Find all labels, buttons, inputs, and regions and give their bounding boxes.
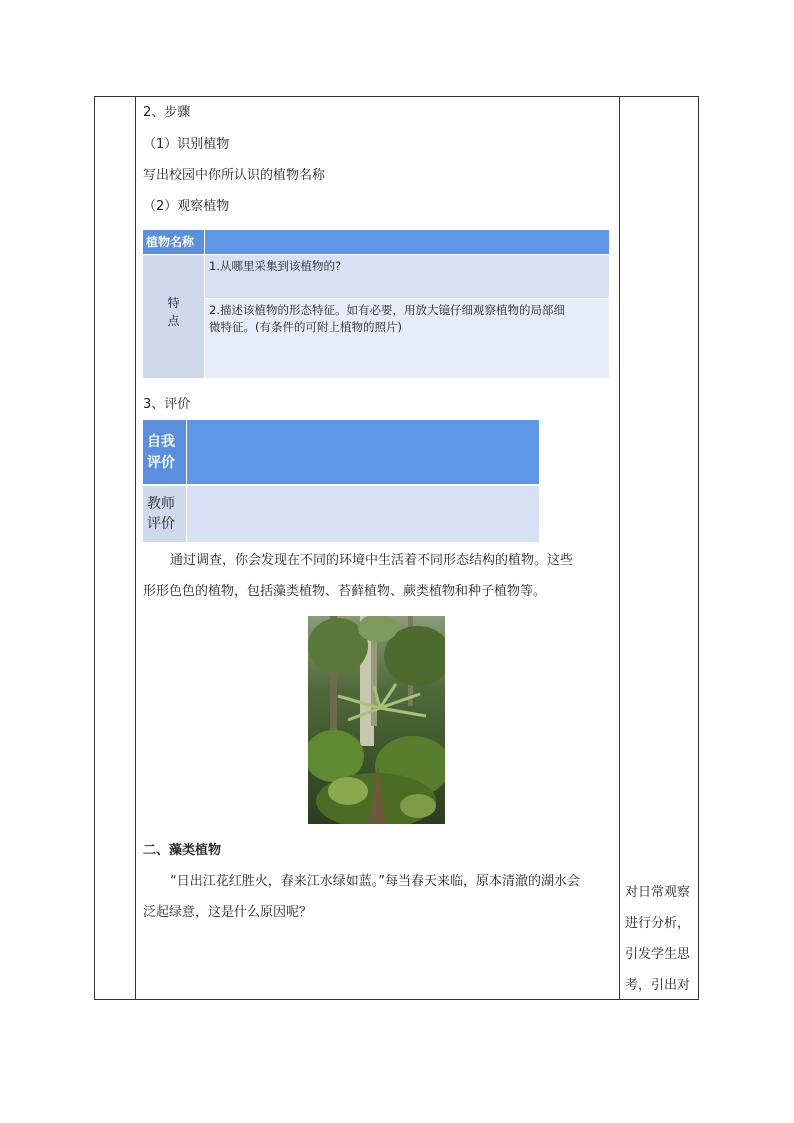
self-eval-label-line2: 评价 [147,455,175,471]
plant-name-input-cell[interactable] [205,230,609,254]
features-label-cell [143,255,204,378]
step2-heading: （2）观察植物 [143,199,230,214]
teacher-eval-label-line1: 教师 [147,496,175,512]
plant-name-header: 植物名称 [143,230,204,254]
self-eval-input-cell[interactable] [187,420,539,484]
self-eval-label-cell [143,420,186,484]
question-morphology-line1: 2.描述该植物的形态特征。如有必要，用放大镜仔细观察植物的局部细 [209,303,565,317]
question-morphology-line2: 微特征。(有条件的可附上植物的照片) [209,320,402,334]
teacher-eval-label-line2: 评价 [147,516,175,532]
design-intent-note-line2: 进行分析， [625,916,691,931]
column-divider-left [135,96,136,1000]
plant-observation-table [143,230,609,378]
question-collection-location: 1.从哪里采集到该植物的? [209,259,342,273]
features-label-char1: 特 [167,296,180,310]
self-eval-label-line1: 自我 [147,434,175,450]
features-label-char2: 点 [167,314,180,328]
design-intent-note-line1: 对日常观察 [625,885,691,900]
step1-heading: （1）识别植物 [143,137,230,152]
forest-fern-photo-art [308,616,445,824]
forest-fern-photo [308,616,445,824]
section2-heading-algae: 二、藻类植物 [143,843,222,858]
teacher-eval-input-cell[interactable] [187,486,539,542]
column-divider-right [619,96,620,1000]
algae-paragraph-line2: 泛起绿意，这是什么原因呢？ [143,905,313,920]
algae-paragraph-line1: “日出江花红胜火，春来江水绿如蓝。”每当春天来临，原本清澈的湖水会 [170,874,580,889]
evaluation-table [143,420,539,542]
intro-paragraph-line1: 通过调查，你会发现在不同的环境中生活着不同形态结构的植物。这些 [170,553,574,568]
intro-paragraph-line2: 形形色色的植物，包括藻类植物、苔藓植物、蕨类植物和种子植物等。 [143,584,547,599]
step1-instruction: 写出校园中你所认识的植物名称 [143,168,326,183]
design-intent-note-line4: 考，引出对 [625,978,691,993]
design-intent-note-line3: 引发学生思 [625,947,691,962]
section-eval-heading: 3、评价 [143,397,191,412]
teacher-eval-label-cell [143,486,186,542]
section-steps-heading: 2、步骤 [143,105,191,120]
morphology-description-cell[interactable] [205,299,609,378]
collection-location-cell[interactable] [205,255,609,298]
